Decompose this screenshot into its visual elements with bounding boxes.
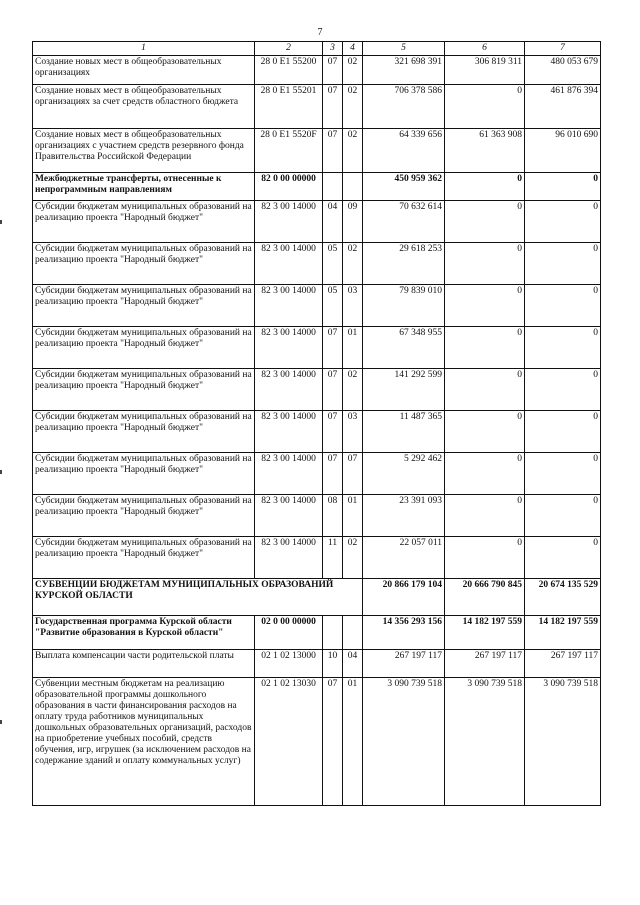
row-name-cell: Субсидии бюджетам муниципальных образований на реализацию проекта "Народный бюджет"	[33, 285, 255, 327]
row-value-col7: 0	[525, 243, 601, 285]
row-section-cell: 07	[323, 327, 343, 369]
row-name-cell: Субсидии бюджетам муниципальных образований на реализацию проекта "Народный бюджет"	[33, 411, 255, 453]
header-cell: 6	[445, 42, 525, 56]
row-value-col5: 3 090 739 518	[363, 678, 445, 806]
row-value-col7: 14 182 197 559	[525, 616, 601, 650]
table-row	[33, 243, 601, 285]
row-value-col5: 141 292 599	[363, 369, 445, 411]
row-name-cell: Субсидии бюджетам муниципальных образований на реализацию проекта "Народный бюджет"	[33, 369, 255, 411]
table-row	[33, 85, 601, 129]
row-value-col7: 96 010 690	[525, 129, 601, 173]
row-section-cell: 07	[323, 56, 343, 85]
table-row	[33, 369, 601, 411]
row-subsection-cell: 01	[343, 495, 363, 537]
row-subsection-cell: 02	[343, 129, 363, 173]
row-code-cell: 82 3 00 14000	[255, 453, 323, 495]
row-subsection-cell: 04	[343, 650, 363, 678]
row-name-cell: Государственная программа Курской области "Развитие образования в Курской области"	[33, 616, 255, 650]
row-section-cell: 08	[323, 495, 343, 537]
row-name-cell: Субсидии бюджетам муниципальных образований на реализацию проекта "Народный бюджет"	[33, 537, 255, 579]
header-cell: 2	[255, 42, 323, 56]
row-section-cell: 07	[323, 678, 343, 806]
table-row	[33, 616, 601, 650]
row-value-col6: 0	[445, 243, 525, 285]
row-section-cell: 07	[323, 453, 343, 495]
table-row	[33, 201, 601, 243]
row-value-col5: 267 197 117	[363, 650, 445, 678]
row-value-col6: 14 182 197 559	[445, 616, 525, 650]
row-value-col7: 0	[525, 411, 601, 453]
row-subsection-cell: 07	[343, 453, 363, 495]
budget-table-body	[33, 42, 601, 806]
row-subsection-cell: 02	[343, 85, 363, 129]
table-header-row	[33, 42, 601, 56]
table-row	[33, 453, 601, 495]
table-row	[33, 411, 601, 453]
row-subsection-cell: 02	[343, 537, 363, 579]
row-section-cell	[323, 173, 343, 201]
row-section-cell: 04	[323, 201, 343, 243]
row-name-cell: Субсидии бюджетам муниципальных образований на реализацию проекта "Народный бюджет"	[33, 327, 255, 369]
row-value-col6: 61 363 908	[445, 129, 525, 173]
row-value-col7: 3 090 739 518	[525, 678, 601, 806]
row-section-cell	[323, 616, 343, 650]
row-section-cell: 07	[323, 129, 343, 173]
row-code-cell: 82 3 00 14000	[255, 537, 323, 579]
row-value-col5: 23 391 093	[363, 495, 445, 537]
table-row	[33, 129, 601, 173]
header-cell: 1	[33, 42, 255, 56]
row-name-cell: Субсидии бюджетам муниципальных образований на реализацию проекта "Народный бюджет"	[33, 243, 255, 285]
row-value-col5: 14 356 293 156	[363, 616, 445, 650]
table-row	[33, 579, 601, 616]
header-cell: 4	[343, 42, 363, 56]
row-subsection-cell	[343, 616, 363, 650]
table-row	[33, 678, 601, 806]
row-subsection-cell: 01	[343, 678, 363, 806]
row-name-cell: Межбюджетные трансферты, отнесенные к непрограммным направлениям	[33, 173, 255, 201]
margin-mark	[0, 220, 2, 224]
row-code-cell: 82 3 00 14000	[255, 495, 323, 537]
row-subsection-cell	[343, 173, 363, 201]
row-code-cell: 82 3 00 14000	[255, 243, 323, 285]
row-section-cell: 05	[323, 285, 343, 327]
row-section-cell: 11	[323, 537, 343, 579]
row-value-col6: 0	[445, 453, 525, 495]
row-value-col6: 0	[445, 173, 525, 201]
row-subsection-cell: 03	[343, 411, 363, 453]
row-value-col7: 0	[525, 285, 601, 327]
row-code-cell: 28 0 E1 55200	[255, 56, 323, 85]
row-value-col7: 0	[525, 327, 601, 369]
row-subsection-cell: 01	[343, 327, 363, 369]
row-code-cell: 02 1 02 13030	[255, 678, 323, 806]
row-name-cell: Субсидии бюджетам муниципальных образований на реализацию проекта "Народный бюджет"	[33, 453, 255, 495]
row-value-col5: 64 339 656	[363, 129, 445, 173]
row-subsection-cell: 02	[343, 56, 363, 85]
row-section-cell: 07	[323, 411, 343, 453]
row-name-cell: Выплата компенсации части родительской платы	[33, 650, 255, 678]
row-value-col5: 706 378 586	[363, 85, 445, 129]
row-value-col5: 67 348 955	[363, 327, 445, 369]
row-subsection-cell: 02	[343, 369, 363, 411]
row-value-col6: 0	[445, 537, 525, 579]
row-value-col5: 22 057 011	[363, 537, 445, 579]
row-value-col7: 0	[525, 369, 601, 411]
row-value-col6: 0	[445, 201, 525, 243]
row-value-col7: 0	[525, 453, 601, 495]
table-row	[33, 650, 601, 678]
row-name-cell: Субсидии бюджетам муниципальных образований на реализацию проекта "Народный бюджет"	[33, 495, 255, 537]
row-value-col5: 70 632 614	[363, 201, 445, 243]
table-row	[33, 537, 601, 579]
row-value-col5: 29 618 253	[363, 243, 445, 285]
row-name-cell: Субвенции местным бюджетам на реализацию образовательной программы дошкольного образования в части финансирования расходов на оплату труда работников муниципальных дошкольных образовательных организаций, расходов на приобретение учебных пособий, средств обучения, игр, игрушек (за исключением расходов на содержание зданий и оплату коммунальных услуг)	[33, 678, 255, 806]
row-code-cell: 82 3 00 14000	[255, 201, 323, 243]
row-value-col7: 461 876 394	[525, 85, 601, 129]
budget-table	[32, 41, 601, 806]
row-value-col5: 79 839 010	[363, 285, 445, 327]
margin-mark	[0, 720, 2, 724]
row-section-cell: 05	[323, 243, 343, 285]
row-value-col6: 0	[445, 411, 525, 453]
margin-mark	[0, 470, 2, 474]
row-section-cell: 10	[323, 650, 343, 678]
row-code-cell: 28 0 E1 5520F	[255, 129, 323, 173]
row-value-col5: 20 866 179 104	[363, 579, 445, 616]
row-value-col6: 306 819 311	[445, 56, 525, 85]
row-value-col7: 480 053 679	[525, 56, 601, 85]
row-name-cell: Субсидии бюджетам муниципальных образований на реализацию проекта "Народный бюджет"	[33, 201, 255, 243]
row-value-col7: 0	[525, 173, 601, 201]
row-code-cell: 82 3 00 14000	[255, 411, 323, 453]
row-value-col6: 0	[445, 369, 525, 411]
row-code-cell: 82 3 00 14000	[255, 369, 323, 411]
row-subsection-cell: 02	[343, 243, 363, 285]
row-name-cell: Создание новых мест в общеобразовательных организациях с участием средств резервного фонда Правительства Российской Федерации	[33, 129, 255, 173]
row-section-cell: 07	[323, 369, 343, 411]
row-value-col7: 267 197 117	[525, 650, 601, 678]
page-number: 7	[317, 27, 323, 38]
table-row	[33, 285, 601, 327]
row-code-cell: 82 0 00 00000	[255, 173, 323, 201]
row-code-cell: 82 3 00 14000	[255, 285, 323, 327]
row-value-col7: 20 674 135 529	[525, 579, 601, 616]
row-value-col6: 267 197 117	[445, 650, 525, 678]
table-row	[33, 495, 601, 537]
row-subsection-cell: 09	[343, 201, 363, 243]
row-subsection-cell: 03	[343, 285, 363, 327]
table-row	[33, 56, 601, 85]
row-code-cell: 02 1 02 13000	[255, 650, 323, 678]
header-cell: 5	[363, 42, 445, 56]
row-value-col6: 3 090 739 518	[445, 678, 525, 806]
row-code-cell: 28 0 E1 55201	[255, 85, 323, 129]
row-value-col6: 0	[445, 85, 525, 129]
header-cell: 3	[323, 42, 343, 56]
row-value-col6: 0	[445, 327, 525, 369]
row-value-col5: 450 959 362	[363, 173, 445, 201]
row-value-col5: 11 487 365	[363, 411, 445, 453]
row-value-col7: 0	[525, 495, 601, 537]
row-name-cell: Создание новых мест в общеобразовательных организациях	[33, 56, 255, 85]
header-cell: 7	[525, 42, 601, 56]
row-value-col5: 5 292 462	[363, 453, 445, 495]
row-value-col7: 0	[525, 537, 601, 579]
row-name-cell: СУБВЕНЦИИ БЮДЖЕТАМ МУНИЦИПАЛЬНЫХ ОБРАЗОВАНИЙ КУРСКОЙ ОБЛАСТИ	[33, 579, 363, 616]
table-row	[33, 173, 601, 201]
row-value-col6: 0	[445, 285, 525, 327]
row-section-cell: 07	[323, 85, 343, 129]
row-value-col6: 20 666 790 845	[445, 579, 525, 616]
row-name-cell: Создание новых мест в общеобразовательных организациях за счет средств областного бюджета	[33, 85, 255, 129]
table-row	[33, 327, 601, 369]
row-code-cell: 02 0 00 00000	[255, 616, 323, 650]
row-value-col5: 321 698 391	[363, 56, 445, 85]
row-value-col7: 0	[525, 201, 601, 243]
row-value-col6: 0	[445, 495, 525, 537]
row-code-cell: 82 3 00 14000	[255, 327, 323, 369]
